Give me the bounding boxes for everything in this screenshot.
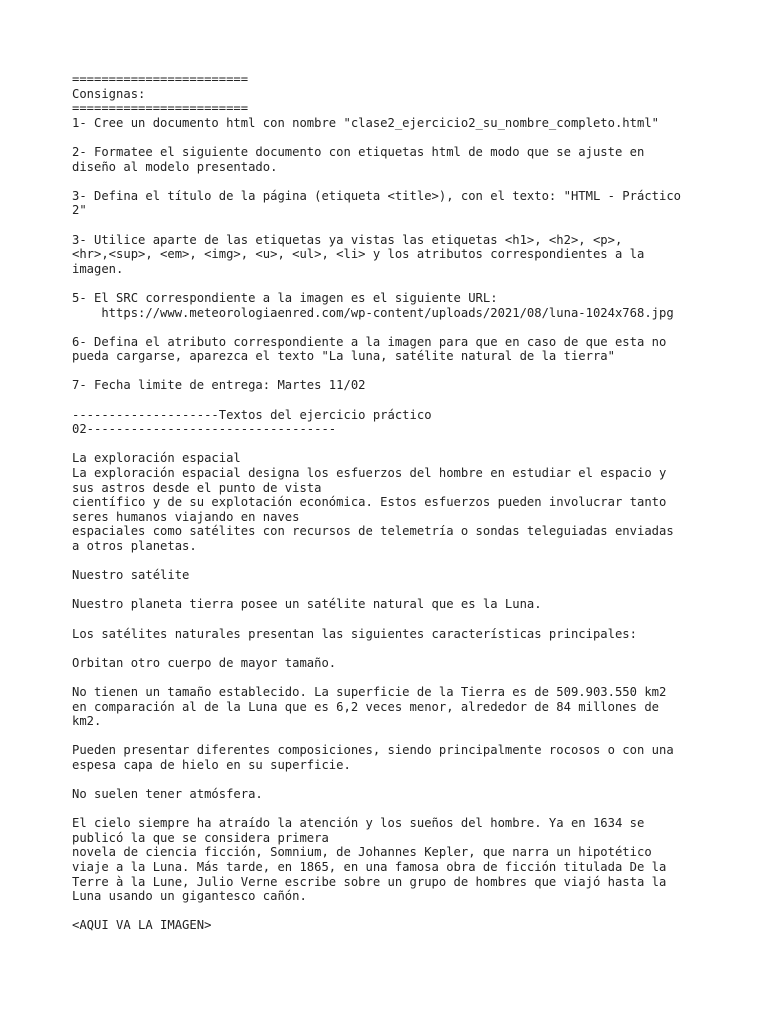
blank-line <box>72 612 712 627</box>
text-line: 3- Utilice aparte de las etiquetas ya vistas las etiquetas <h1>, <h2>, <p>, <box>72 232 623 247</box>
blank-line <box>72 276 712 291</box>
text-line: No suelen tener atmósfera. <box>72 787 263 802</box>
text-line: 2- Formatee el siguiente documento con etiquetas html de modo que se ajuste en <box>72 144 645 159</box>
text-line: La exploración espacial <box>72 451 241 466</box>
text-line: https://www.meteorologiaenred.com/wp-content/uploads/2021/08/luna-1024x768.jpg <box>72 305 674 320</box>
text-line: Pueden presentar diferentes composiciones, siendo principalmente rocosos o con una <box>72 743 674 758</box>
text-line: espesa capa de hielo en su superficie. <box>72 757 351 772</box>
text-line: espaciales como satélites con recursos de telemetría o sondas teleguiadas enviadas <box>72 524 674 539</box>
text-line: No tienen un tamaño establecido. La superficie de la Tierra es de 509.903.550 km2 <box>72 684 667 699</box>
text-line: 7- Fecha limite de entrega: Martes 11/02 <box>72 378 366 393</box>
text-line: pueda cargarse, aparezca el texto "La luna, satélite natural de la tierra" <box>72 349 615 364</box>
text-line: Nuestro satélite <box>72 568 190 583</box>
text-line: <AQUI VA LA IMAGEN> <box>72 918 212 933</box>
text-line: ======================== <box>72 101 249 116</box>
blank-line <box>72 904 712 919</box>
blank-line <box>72 364 712 379</box>
blank-line <box>72 320 712 335</box>
text-line: Orbitan otro cuerpo de mayor tamaño. <box>72 655 337 670</box>
text-line: Nuestro planeta tierra posee un satélite natural que es la Luna. <box>72 597 542 612</box>
text-line: diseño al modelo presentado. <box>72 159 278 174</box>
text-line: en comparación al de la Luna que es 6,2 veces menor, alrededor de 84 millones de <box>72 699 659 714</box>
blank-line <box>72 670 712 685</box>
text-line: 1- Cree un documento html con nombre "clase2_ejercicio2_su_nombre_completo.html" <box>72 115 659 130</box>
text-line: a otros planetas. <box>72 539 197 553</box>
text-line: 5- El SRC correspondiente a la imagen es el siguiente URL: <box>72 290 498 305</box>
text-line: 3- Defina el título de la página (etiqueta <title>), con el texto: "HTML - Práctico <box>72 188 682 203</box>
blank-line <box>72 174 712 189</box>
text-line: --------------------Textos del ejercicio práctico <box>72 407 432 422</box>
text-line: km2. <box>72 714 102 729</box>
blank-line <box>72 554 712 569</box>
text-line: novela de ciencia ficción, Somnium, de Johannes Kepler, que narra un hipotético <box>72 845 652 860</box>
text-line: ======================== <box>72 72 249 86</box>
blank-line <box>72 130 712 145</box>
text-line: 6- Defina el atributo correspondiente a la imagen para que en caso de que esta no <box>72 334 667 349</box>
text-line: imagen. <box>72 261 124 276</box>
text-line: científico y de su explotación económica. Estos esfuerzos pueden involucrar tanto <box>72 495 667 510</box>
text-line: seres humanos viajando en naves <box>72 509 300 524</box>
text-line: La exploración espacial designa los esfuerzos del hombre en estudiar el espacio y <box>72 466 667 481</box>
text-line: sus astros desde el punto de vista <box>72 480 322 495</box>
text-line: publicó la que se considera primera <box>72 830 329 845</box>
text-line: viaje a la Luna. Más tarde, en 1865, en una famosa obra de ficción titulada De la <box>72 860 667 875</box>
blank-line <box>72 583 712 598</box>
text-line: <hr>,<sup>, <em>, <img>, <u>, <ul>, <li> y los atributos correspondientes a la <box>72 247 645 262</box>
text-line: 2" <box>72 203 87 218</box>
text-line: Terre à la Lune, Julio Verne escribe sobre un grupo de hombres que viajó hasta la <box>72 874 667 889</box>
blank-line <box>72 437 712 452</box>
text-line: Los satélites naturales presentan las siguientes características principales: <box>72 626 637 641</box>
text-line: Consignas: <box>72 86 146 101</box>
blank-line <box>72 773 712 788</box>
document-text <box>72 72 712 933</box>
blank-line <box>72 802 712 817</box>
blank-line <box>72 218 712 233</box>
blank-line <box>72 641 712 656</box>
text-line: El cielo siempre ha atraído la atención y los sueños del hombre. Ya en 1634 se <box>72 816 645 831</box>
text-line: 02---------------------------------- <box>72 422 337 437</box>
text-line: Luna usando un gigantesco cañón. <box>72 889 307 904</box>
blank-line <box>72 393 712 408</box>
blank-line <box>72 729 712 744</box>
